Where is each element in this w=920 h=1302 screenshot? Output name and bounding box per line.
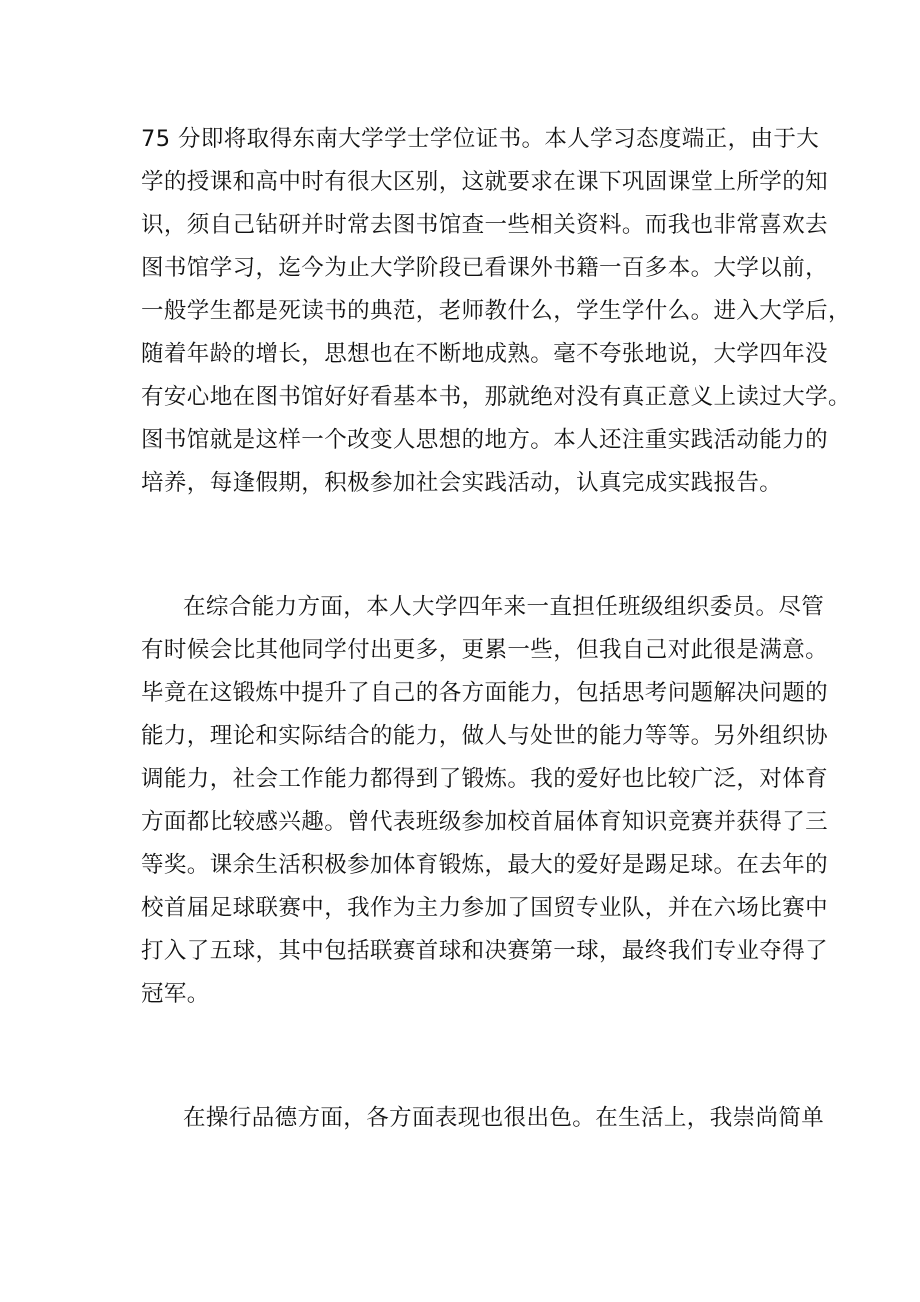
text-line: 在综合能力方面，本人大学四年来一直担任班级组织委员。尽管 — [183, 594, 825, 620]
text-line: 一般学生都是死读书的典范，老师教什么，学生学什么。进入大学后， — [141, 298, 851, 324]
text-line: 培养，每逢假期，积极参加社会实践活动，认真完成实践报告。 — [141, 470, 783, 496]
text-line: 能力，理论和实际结合的能力，做人与处世的能力等等。另外组织协 — [141, 723, 829, 749]
text-line: 识，须自己钻研并时常去图书馆查一些相关资料。而我也非常喜欢去 — [141, 212, 829, 238]
text-line: 打入了五球，其中包括联赛首球和决赛第一球，最终我们专业夺得了 — [141, 938, 829, 964]
text-line: 冠军。 — [141, 981, 210, 1007]
text-line: 调能力，社会工作能力都得到了锻炼。我的爱好也比较广泛，对体育 — [141, 766, 829, 792]
text-line: 毕竟在这锻炼中提升了自己的各方面能力，包括思考问题解决问题的 — [141, 680, 829, 706]
text-line: 方面都比较感兴趣。曾代表班级参加校首届体育知识竞赛并获得了三 — [141, 809, 829, 835]
text-line: 图书馆学习，迄今为止大学阶段已看课外书籍一百多本。大学以前， — [141, 255, 829, 281]
text-line: 随着年龄的增长，思想也在不断地成熟。毫不夸张地说，大学四年没 — [141, 341, 829, 367]
text-line: 图书馆就是这样一个改变人思想的地方。本人还注重实践活动能力的 — [141, 427, 829, 453]
text-line: 在操行品德方面，各方面表现也很出色。在生活上，我崇尚简单 — [183, 1105, 825, 1131]
text-line: 75 分即将取得东南大学学士学位证书。本人学习态度端正，由于大 — [141, 126, 820, 152]
text-line: 等奖。课余生活积极参加体育锻炼，最大的爱好是踢足球。在去年的 — [141, 852, 829, 878]
text-line: 校首届足球联赛中，我作为主力参加了国贸专业队，并在六场比赛中 — [141, 895, 829, 921]
text-line: 学的授课和高中时有很大区别，这就要求在课下巩固课堂上所学的知 — [141, 169, 829, 195]
text-line: 有时候会比其他同学付出更多，更累一些，但我自己对此很是满意。 — [141, 637, 829, 663]
text-line: 有安心地在图书馆好好看基本书，那就绝对没有真正意义上读过大学。 — [141, 384, 851, 410]
